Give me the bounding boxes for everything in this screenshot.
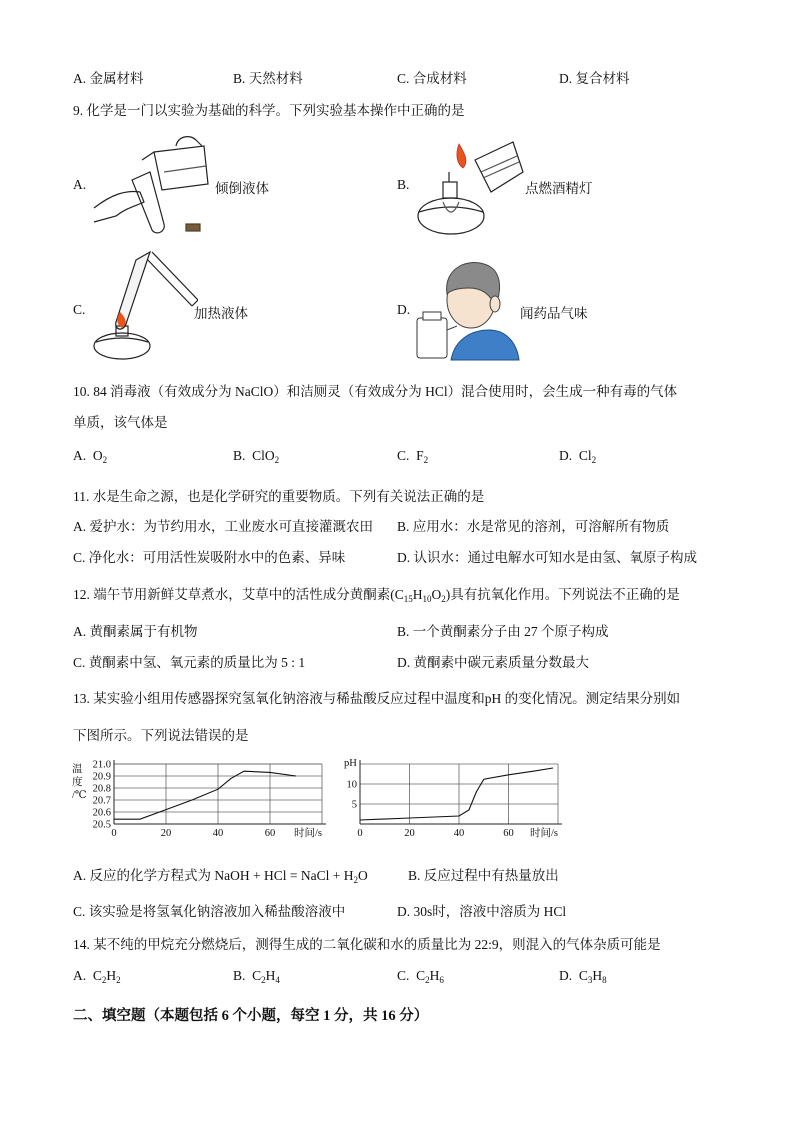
q9-stem: 9. 化学是一门以实验为基础的科学。下列实验基本操作中正确的是	[73, 103, 465, 118]
q12-option-a: A. 黄酮素属于有机物	[73, 624, 198, 639]
q13-a-end: O	[357, 868, 368, 883]
y-axis-label-part: /℃	[72, 790, 87, 801]
y-tick-label: 20.6	[92, 807, 111, 819]
series-line	[360, 768, 553, 820]
q14-a-h: H	[106, 968, 117, 983]
q14-c-c: C	[416, 968, 426, 983]
q14-d-c: C	[578, 968, 588, 983]
q14-b-h: H	[265, 968, 276, 983]
q12-h: H	[412, 587, 423, 602]
q10-b-formula: ClO	[252, 448, 275, 463]
q10-option-a	[73, 448, 107, 464]
q12-text-a: 12. 端午节用新鲜艾草煮水，艾草中的活性成分黄酮素	[73, 587, 391, 602]
q13-a-equation: NaOH + HCl = NaCl + H	[214, 868, 354, 883]
x-tick-label: 60	[503, 828, 514, 839]
q14-option-b	[233, 968, 280, 984]
q13-d-prefix: D. 30s时，溶液中溶质为	[397, 904, 544, 919]
x-tick-label: 20	[404, 828, 415, 839]
q12-o: O	[431, 587, 442, 602]
q10-stem-line1	[73, 380, 677, 400]
q14-a-h-sub: 2	[116, 975, 121, 985]
q12-c-sub: 15	[403, 594, 413, 604]
q12-o-sub: 2	[441, 594, 446, 604]
y-tick-label: 5	[351, 799, 357, 811]
q14-b-c-sub: 2	[261, 975, 266, 985]
q9-option-c-letter: C.	[73, 302, 86, 317]
y-axis-label-part: 度	[72, 777, 83, 788]
y-tick-label: 20.7	[92, 795, 111, 807]
q13-option-c: C. 该实验是将氢氧化钠溶液加入稀盐酸溶液中	[73, 904, 346, 919]
q10-text-a: 10. 84 消毒液（有效成分为	[73, 384, 235, 399]
q14-d-c-sub: 3	[587, 975, 593, 985]
x-tick-label: 20	[160, 828, 172, 839]
q10-d-formula: Cl	[578, 448, 592, 463]
q14-c-h: H	[429, 968, 440, 983]
q10-c-letter: C.	[397, 448, 410, 463]
q14-option-c	[397, 968, 444, 984]
pour-liquid-illustration	[92, 132, 222, 242]
q14-c-letter: C.	[397, 968, 410, 983]
section-2-title: 二、填空题（本题包括 6 个小题，每空 1 分，共 16 分）	[73, 1008, 429, 1024]
y-axis-label-part: 温	[72, 764, 83, 775]
q12-formula: $(C_{15}H_{10}O_2)$	[390, 587, 451, 604]
q9-option-d-letter: D.	[397, 302, 411, 317]
q10-stem-line2: 单质，该气体是	[73, 415, 168, 430]
q10-d-letter: D.	[559, 448, 573, 463]
y-tick-label: 20.5	[92, 819, 111, 831]
q14-d-h-sub: 8	[602, 975, 607, 985]
q10-a-sub: 2	[102, 455, 108, 465]
x-tick-label: 40	[212, 828, 224, 839]
q13-a-sub: 2	[353, 875, 358, 885]
y-tick-label: 20.8	[92, 783, 111, 795]
x-axis-label: 时间/s	[293, 828, 323, 839]
q8-option-d: D. 复合材料	[559, 71, 630, 86]
q11-option-a: A. 爱护水：为节约用水，工业废水可直接灌溉农田	[73, 519, 373, 534]
q14-c-c-sub: 2	[425, 975, 430, 985]
q12-option-c: C. 黄酮素中氢、氧元素的质量比为 5 : 1	[73, 655, 306, 670]
ph-chart	[340, 756, 580, 842]
q11-option-b: B. 应用水：水是常见的溶剂，可溶解所有物质	[397, 519, 670, 534]
q9-option-b-caption: 点燃酒精灯	[525, 181, 593, 196]
q14-b-letter: B.	[233, 968, 246, 983]
x-tick-label: 60	[264, 828, 276, 839]
q10-b-sub: 2	[274, 455, 280, 465]
q13-text-a: 13. 某实验小组用传感器探究氢氧化钠溶液与稀盐酸反应过程中温度和	[73, 691, 485, 706]
q10-naclo: NaClO	[235, 384, 274, 399]
q14-ratio: 22:9	[474, 937, 499, 952]
q10-option-c	[397, 448, 428, 464]
q13-option-d	[397, 900, 566, 920]
q10-d-sub: 2	[591, 455, 597, 465]
q10-c-formula: F	[416, 448, 424, 463]
y-tick-label: 20.9	[92, 771, 111, 783]
q14-text-b: ，则混入的气体杂质可能是	[498, 937, 661, 952]
q14-option-a	[73, 968, 121, 984]
q12-h-sub: 10	[422, 594, 432, 604]
q14-a-c: C	[92, 968, 102, 983]
x-tick-label: 0	[357, 828, 363, 839]
q10-text-b: ）和洁厕灵（有效成分为	[273, 384, 426, 399]
smell-chemical-illustration	[413, 254, 521, 362]
q13-ph: pH	[484, 691, 502, 706]
temperature-chart	[70, 756, 332, 842]
x-tick-label: 40	[453, 828, 465, 839]
light-alcohol-lamp-illustration	[413, 132, 528, 240]
q9-option-b-letter: B.	[397, 177, 410, 192]
q10-option-d	[559, 448, 596, 464]
q14-stem	[73, 933, 661, 953]
q9-option-a-letter: A.	[73, 177, 87, 192]
q9-option-d-caption: 闻药品气味	[520, 306, 588, 321]
q10-text-c: ）混合使用时，会生成一种有毒的气体	[447, 384, 678, 399]
q14-a-c-sub: 2	[101, 975, 107, 985]
q14-text-a: 14. 某不纯的甲烷充分燃烧后，测得生成的二氧化碳和水的质量比为	[73, 937, 475, 952]
q11-option-d: D. 认识水：通过电解水可知水是由氢、氧原子构成	[397, 550, 697, 565]
q8-option-c: C. 合成材料	[397, 71, 467, 86]
y-tick-label: 21.0	[92, 759, 111, 771]
q13-d-hcl: HCl	[543, 904, 567, 919]
q14-c-h-sub: 6	[439, 975, 444, 985]
q14-d-letter: D.	[559, 968, 573, 983]
q13-text-b: 的变化情况。测定结果分别如	[501, 691, 681, 706]
q13-a-prefix: A. 反应的化学方程式为	[73, 868, 215, 883]
q10-c-sub: 2	[423, 455, 429, 465]
q14-b-c: C	[252, 968, 262, 983]
q10-hcl: HCl	[425, 384, 448, 399]
q13-option-b: B. 反应过程中有热量放出	[408, 868, 559, 883]
q9-option-c-caption: 加热液体	[194, 306, 248, 321]
q13-option-a	[73, 864, 368, 884]
y-axis-label: pH	[344, 758, 357, 769]
q11-option-c: C. 净化水：可用活性炭吸附水中的色素、异味	[73, 550, 346, 565]
q12-stem	[73, 583, 680, 603]
q10-a-formula: O	[92, 448, 103, 463]
q8-option-b: B. 天然材料	[233, 71, 303, 86]
q12-option-b: B. 一个黄酮素分子由 27 个原子构成	[397, 624, 609, 639]
q13-stem-line1	[73, 687, 680, 707]
q11-stem: 11. 水是生命之源，也是化学研究的重要物质。下列有关说法正确的是	[73, 489, 485, 504]
q8-option-a: A. 金属材料	[73, 71, 144, 86]
q14-option-d	[559, 968, 607, 984]
q13-stem-line2: 下图所示。下列说法错误的是	[73, 728, 249, 743]
q12-text-b: 具有抗氧化作用。下列说法不正确的是	[450, 587, 680, 602]
x-tick-label: 0	[111, 828, 117, 839]
heat-liquid-illustration	[88, 248, 198, 363]
q12-option-d: D. 黄酮素中碳元素质量分数最大	[397, 655, 589, 670]
q14-b-h-sub: 4	[275, 975, 280, 985]
q14-a-letter: A.	[73, 968, 87, 983]
q10-option-b	[233, 448, 279, 464]
q10-a-letter: A.	[73, 448, 87, 463]
q9-option-a-caption: 倾倒液体	[215, 181, 269, 196]
q14-d-h: H	[592, 968, 603, 983]
x-axis-label: 时间/s	[529, 828, 559, 839]
y-tick-label: 10	[346, 779, 357, 791]
q12-c: C	[394, 587, 404, 602]
q10-b-letter: B.	[233, 448, 246, 463]
